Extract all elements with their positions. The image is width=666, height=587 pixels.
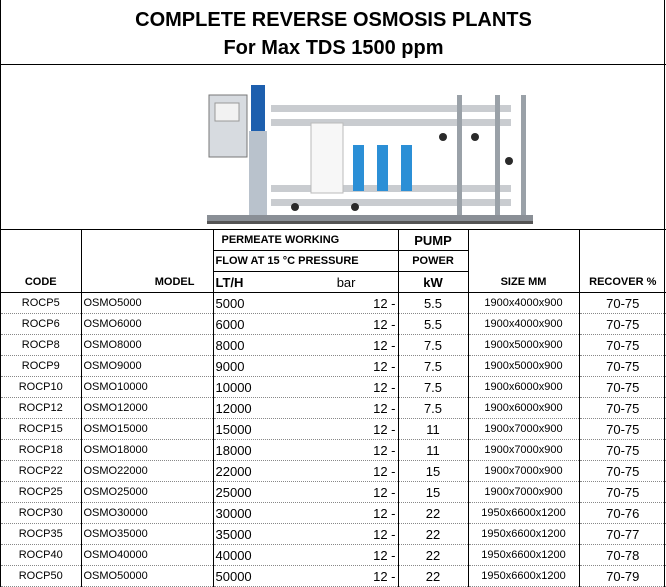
- flow-cell: [213, 440, 398, 461]
- kw-cell: 22: [398, 524, 468, 545]
- flow-cell: [213, 419, 398, 440]
- size-cell: 1900x6000x900: [468, 377, 579, 398]
- recover-cell: 70-79: [579, 566, 666, 587]
- kw-cell: 7.5: [398, 377, 468, 398]
- flow-cell: [213, 377, 398, 398]
- flow-cell: [213, 461, 398, 482]
- size-cell: 1900x6000x900: [468, 398, 579, 419]
- flow-cell: [213, 314, 398, 335]
- recover-cell: 70-75: [579, 419, 666, 440]
- recover-cell: 70-75: [579, 398, 666, 419]
- size-cell: 1900x7000x900: [468, 461, 579, 482]
- size-cell: 1950x6600x1200: [468, 566, 579, 587]
- model-cell: OSMO6000: [81, 314, 213, 335]
- recover-cell: 70-77: [579, 524, 666, 545]
- code-cell: ROCP40: [1, 545, 81, 566]
- table-row: [1, 482, 666, 503]
- table-row: [1, 440, 666, 461]
- ro-plant-photo: [205, 75, 535, 228]
- flow-pressure-header: FLOW AT 15 °C PRESSURE: [213, 251, 398, 272]
- size-cell: 1900x4000x900: [468, 293, 579, 314]
- spec-table: [1, 230, 666, 587]
- size-cell: 1900x7000x900: [468, 419, 579, 440]
- pressure-value: 12 -: [373, 568, 396, 584]
- flow-value: 8000: [215, 337, 245, 353]
- kw-cell: 22: [398, 503, 468, 524]
- flow-value: 18000: [215, 442, 252, 458]
- pressure-value: 12 -: [373, 463, 396, 479]
- model-cell: OSMO8000: [81, 335, 213, 356]
- pressure-value: 12 -: [373, 358, 396, 374]
- flow-value: 22000: [215, 463, 252, 479]
- code-cell: ROCP22: [1, 461, 81, 482]
- code-cell: ROCP5: [1, 293, 81, 314]
- code-cell: ROCP10: [1, 377, 81, 398]
- code-cell: ROCP12: [1, 398, 81, 419]
- flow-value: 25000: [215, 484, 252, 500]
- recover-header: RECOVER %: [579, 272, 666, 293]
- size-cell: 1950x6600x1200: [468, 524, 579, 545]
- model-cell: OSMO12000: [81, 398, 213, 419]
- code-header: CODE: [1, 272, 81, 293]
- recover-cell: 70-75: [579, 440, 666, 461]
- pressure-value: 12 -: [373, 421, 396, 437]
- kw-cell: 7.5: [398, 356, 468, 377]
- recover-cell: 70-75: [579, 293, 666, 314]
- recover-cell: 70-75: [579, 377, 666, 398]
- size-cell: 1900x5000x900: [468, 335, 579, 356]
- code-cell: ROCP50: [1, 566, 81, 587]
- recover-cell: 70-76: [579, 503, 666, 524]
- kw-cell: 5.5: [398, 293, 468, 314]
- model-header: MODEL: [81, 272, 213, 293]
- model-cell: OSMO40000: [81, 545, 213, 566]
- flow-cell: [213, 398, 398, 419]
- pressure-value: 12 -: [373, 442, 396, 458]
- size-cell: 1900x5000x900: [468, 356, 579, 377]
- table-row: [1, 503, 666, 524]
- size-cell: 1950x6600x1200: [468, 545, 579, 566]
- recover-cell: 70-75: [579, 314, 666, 335]
- model-cell: OSMO25000: [81, 482, 213, 503]
- model-cell: OSMO18000: [81, 440, 213, 461]
- table-row: [1, 419, 666, 440]
- model-cell: OSMO9000: [81, 356, 213, 377]
- table-row: [1, 377, 666, 398]
- kw-cell: 22: [398, 566, 468, 587]
- pressure-value: 12 -: [373, 547, 396, 563]
- flow-cell: [213, 482, 398, 503]
- size-cell: 1900x4000x900: [468, 314, 579, 335]
- flow-value: 35000: [215, 526, 252, 542]
- flow-value: 15000: [215, 421, 252, 437]
- model-cell: OSMO35000: [81, 524, 213, 545]
- flow-value: 40000: [215, 547, 252, 563]
- flow-cell: [213, 356, 398, 377]
- flow-cell: [213, 293, 398, 314]
- model-cell: OSMO10000: [81, 377, 213, 398]
- code-cell: ROCP6: [1, 314, 81, 335]
- kw-cell: 22: [398, 545, 468, 566]
- code-cell: ROCP30: [1, 503, 81, 524]
- flow-cell: [213, 524, 398, 545]
- divider: [1, 64, 666, 65]
- code-cell: ROCP9: [1, 356, 81, 377]
- page-subtitle: For Max TDS 1500 ppm: [223, 37, 444, 59]
- code-cell: ROCP8: [1, 335, 81, 356]
- flow-value: 30000: [215, 505, 252, 521]
- recover-cell: 70-75: [579, 482, 666, 503]
- kw-cell: 7.5: [398, 398, 468, 419]
- pressure-value: 12 -: [373, 400, 396, 416]
- recover-cell: 70-75: [579, 356, 666, 377]
- pressure-value: 12 -: [373, 505, 396, 521]
- kw-cell: 15: [398, 482, 468, 503]
- table-row: [1, 293, 666, 314]
- code-cell: ROCP15: [1, 419, 81, 440]
- permeate-header: PERMEATE WORKING: [213, 230, 398, 251]
- model-cell: OSMO15000: [81, 419, 213, 440]
- recover-cell: 70-75: [579, 335, 666, 356]
- flow-value: 50000: [215, 568, 252, 584]
- flow-value: 5000: [215, 295, 245, 311]
- size-cell: 1900x7000x900: [468, 482, 579, 503]
- model-cell: OSMO22000: [81, 461, 213, 482]
- flow-value: 12000: [215, 400, 252, 416]
- model-cell: OSMO30000: [81, 503, 213, 524]
- model-cell: OSMO5000: [81, 293, 213, 314]
- recover-cell: 70-78: [579, 545, 666, 566]
- kw-cell: 7.5: [398, 335, 468, 356]
- lth-bar-header: [213, 272, 398, 293]
- pressure-value: 12 -: [373, 526, 396, 542]
- table-row: [1, 545, 666, 566]
- page-title: COMPLETE REVERSE OSMOSIS PLANTS: [135, 9, 532, 31]
- pressure-value: 12 -: [373, 316, 396, 332]
- model-cell: OSMO50000: [81, 566, 213, 587]
- kw-cell: 11: [398, 440, 468, 461]
- power-header: POWER: [398, 251, 468, 272]
- flow-value: 6000: [215, 316, 245, 332]
- pressure-value: 12 -: [373, 295, 396, 311]
- table-row: [1, 335, 666, 356]
- pump-header: PUMP: [398, 230, 468, 251]
- kw-cell: 5.5: [398, 314, 468, 335]
- table-row: [1, 314, 666, 335]
- table-row: [1, 566, 666, 587]
- flow-value: 10000: [215, 379, 252, 395]
- size-header: SIZE MM: [468, 272, 579, 293]
- lth-header: LT/H: [215, 274, 244, 290]
- size-cell: 1950x6600x1200: [468, 503, 579, 524]
- table-row: [1, 398, 666, 419]
- pressure-value: 12 -: [373, 484, 396, 500]
- pressure-value: 12 -: [373, 337, 396, 353]
- table-row: [1, 461, 666, 482]
- flow-cell: [213, 545, 398, 566]
- bar-header: bar: [336, 274, 356, 290]
- pressure-value: 12 -: [373, 379, 396, 395]
- size-cell: 1900x7000x900: [468, 440, 579, 461]
- kw-cell: 15: [398, 461, 468, 482]
- recover-cell: 70-75: [579, 461, 666, 482]
- code-cell: ROCP35: [1, 524, 81, 545]
- flow-cell: [213, 335, 398, 356]
- table-row: [1, 356, 666, 377]
- kw-header: kW: [398, 272, 468, 293]
- flow-cell: [213, 566, 398, 587]
- kw-cell: 11: [398, 419, 468, 440]
- flow-value: 9000: [215, 358, 245, 374]
- table-row: [1, 524, 666, 545]
- code-cell: ROCP25: [1, 482, 81, 503]
- code-cell: ROCP18: [1, 440, 81, 461]
- flow-cell: [213, 503, 398, 524]
